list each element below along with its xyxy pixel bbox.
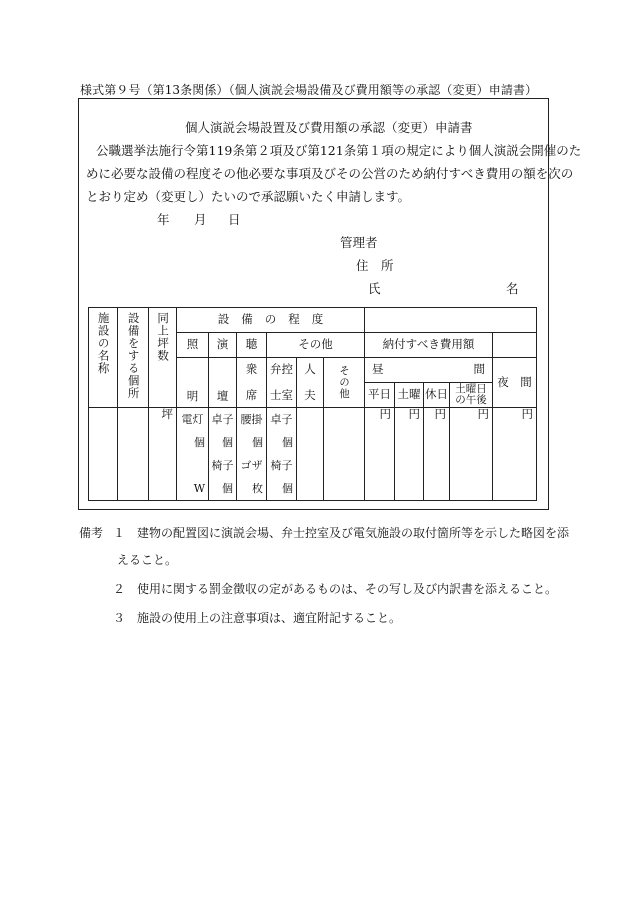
cell-area: 坪 — [149, 408, 177, 501]
cell-location — [118, 408, 149, 501]
header-night: 夜 間 — [493, 358, 537, 408]
date-day-label: 日 — [228, 212, 241, 227]
cell-staff — [297, 408, 324, 501]
cell-lighting: 電灯 個 W — [177, 408, 209, 501]
date-year-label: 年 — [157, 212, 170, 227]
note-2: ２ 使用に関する罰金徴収の定があるものは、その写し及び内訳書を添えること。 — [113, 582, 558, 596]
header-other-group: その他 — [267, 333, 365, 358]
header-saturday-afternoon: 土曜日の午後 — [450, 383, 493, 408]
header-fee-blank — [493, 333, 537, 358]
header-blank — [365, 308, 537, 333]
cell-other — [324, 408, 365, 501]
header-holiday: 休日 — [424, 383, 450, 408]
header-area: 同上坪数 — [149, 308, 177, 408]
address-label: 住 所 — [356, 258, 394, 273]
header-seats-1: 聴 — [237, 333, 267, 358]
cell-fee-saturday: 円 — [395, 408, 424, 501]
header-seats-2-3: 衆 席 — [237, 358, 267, 408]
header-other: その他 — [324, 358, 365, 408]
notes-label: 備考 — [79, 526, 104, 540]
cell-podium: 卓子 個 椅子 個 — [209, 408, 237, 501]
header-lighting-bottom: 明 — [177, 358, 209, 408]
form-caption: 様式第９号（第13条関係）（個人演説会場設備及び費用額等の承認（変更）申請書） — [80, 83, 538, 97]
header-podium-top: 演 — [209, 333, 237, 358]
body-line-2: めに必要な設備の程度その他必要な事項及びその公営のため納付すべき費用の額を次の — [86, 166, 574, 181]
body-line-1: 公職選挙法施行令第119条第２項及び第121条第１項の規定により個人演説会開催のた — [96, 143, 582, 158]
cell-facility-name — [89, 408, 118, 501]
note-1: １ 建物の配置図に演説会場、弁士控室及び電気施設の取付箇所等を示した略図を添 — [113, 526, 570, 540]
name-label-given: 名 — [506, 281, 519, 296]
name-label-surname: 氏 — [368, 281, 381, 296]
note-1-continued: えること。 — [117, 553, 178, 567]
header-podium-bottom: 壇 — [209, 358, 237, 408]
equipment-fee-table — [88, 307, 537, 501]
header-weekday: 平日 — [365, 383, 395, 408]
cell-fee-saturday-afternoon: 円 — [450, 408, 493, 501]
cell-fee-weekday: 円 — [365, 408, 395, 501]
note-3: ３ 施設の使用上の注意事項は、適宜附記すること。 — [113, 611, 402, 625]
header-location: 設備をする個所 — [118, 308, 149, 408]
header-lighting-top: 照 — [177, 333, 209, 358]
cell-speaker-room: 卓子 個 椅子 個 — [267, 408, 297, 501]
cell-fee-holiday: 円 — [424, 408, 450, 501]
header-facility-name: 施設の名称 — [89, 308, 118, 408]
header-saturday: 土曜 — [395, 383, 424, 408]
date-month-label: 月 — [194, 212, 207, 227]
cell-audience-seats: 腰掛 個 ゴザ 枚 — [237, 408, 267, 501]
header-equipment: 設備の程度 — [177, 308, 365, 333]
header-fee: 納付すべき費用額 — [365, 333, 493, 358]
header-staff: 人 夫 — [297, 358, 324, 408]
manager-label: 管理者 — [340, 235, 378, 250]
header-daytime: 昼 間 — [365, 358, 493, 383]
header-speaker-room: 弁控 士室 — [267, 358, 297, 408]
body-line-3: とおり定め（変更し）たいので承認願いたく申請します。 — [86, 189, 411, 204]
document-title: 個人演説会場設置及び費用額の承認（変更）申請書 — [185, 120, 473, 135]
cell-fee-night: 円 — [493, 408, 537, 501]
